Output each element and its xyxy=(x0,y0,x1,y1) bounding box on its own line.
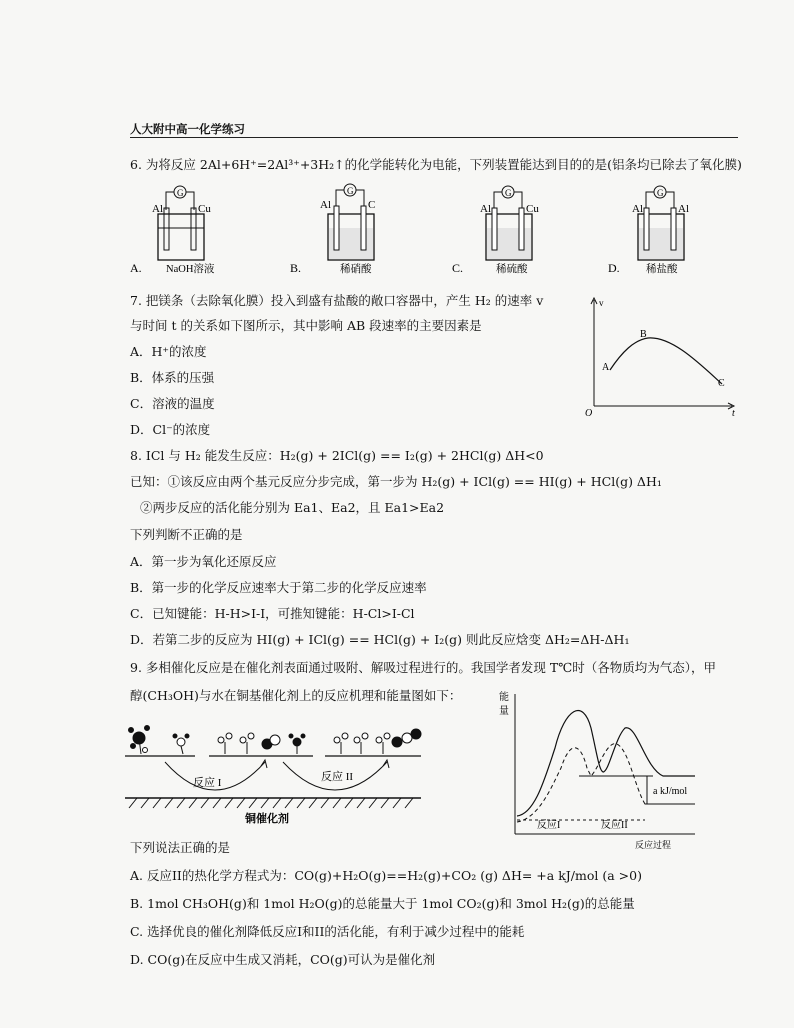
option-d-letter: D. xyxy=(608,261,620,275)
rate-curve xyxy=(610,338,722,384)
electrode-right-b: C xyxy=(368,199,376,211)
q6-stem: 6. 为将反应 2Al+6H⁺=2Al³⁺+3H₂↑的化学能转化为电能，下列装置能达到目的的是(铝条均已除去了氧化膜) xyxy=(130,157,742,172)
cell-b xyxy=(290,184,375,275)
electrode-left-d: Al xyxy=(632,203,643,215)
energy-xlabel: 反应过程 xyxy=(635,840,672,850)
molecule-icons xyxy=(129,726,422,755)
q8-line2: 已知：①该反应由两个基元反应分步完成，第一步为 H₂(g) + ICl(g) == HI(g) + HCl(g) ΔH₁ xyxy=(130,474,662,489)
energy-r1-label: 反应I xyxy=(537,820,561,831)
electrode-right-c: Cu xyxy=(526,203,539,215)
energy-curve-dashed xyxy=(517,744,695,822)
q9-line2: 醇(CH₃OH)与水在铜基催化剂上的反应机理和能量图如下： xyxy=(130,688,462,703)
electrode-right-a: Cu xyxy=(198,203,211,215)
q7-option-a: A．H⁺的浓度 xyxy=(130,344,207,359)
page-header: 人大附中高一化学练习 xyxy=(130,122,245,136)
q7-line1: 7. 把镁条（去除氧化膜）投入到盛有盐酸的敞口容器中，产生 H₂ 的速率 v xyxy=(130,293,544,308)
meter-label-d: G xyxy=(657,188,664,198)
q8-line1: 8. ICl 与 H₂ 能发生反应：H₂(g) + 2ICl(g) == I₂(g) + 2HCl(g) ΔH<0 xyxy=(130,448,544,463)
q9-option-c: C. 选择优良的催化剂降低反应I和II的活化能，有利于减少过程中的能耗 xyxy=(130,924,525,939)
q7-option-c: C．溶液的温度 xyxy=(130,396,215,411)
q8-line4: 下列判断不正确的是 xyxy=(130,527,243,542)
q9-option-a: A. 反应II的热化学方程式为：CO(g)+H₂O(g)==H₂(g)+CO₂ (g) ΔH= +a kJ/mol (a >0) xyxy=(130,868,642,883)
option-c-letter: C. xyxy=(452,261,464,275)
electrode-right-d: Al xyxy=(678,203,689,215)
electrode-left-a: Al xyxy=(152,203,163,215)
q9-energy-diagram xyxy=(495,688,710,850)
option-a-letter: A. xyxy=(130,261,142,275)
q9-line1: 9. 多相催化反应是在催化剂表面通过吸附、解吸过程进行的。我国学者发现 T℃时（各物质均为气态），甲 xyxy=(130,660,716,675)
q7-option-d: D．Cl⁻的浓度 xyxy=(130,422,211,437)
catalyst-label: 铜催化剂 xyxy=(245,813,289,825)
energy-ylabel-1: 能 xyxy=(499,692,509,703)
q9-prompt: 下列说法正确的是 xyxy=(130,840,231,855)
header-rule xyxy=(130,137,738,138)
q9-option-d: D. CO(g)在反应中生成又消耗，CO(g)可认为是催化剂 xyxy=(130,952,436,967)
q8-option-d: D．若第二步的反应为 HI(g) + ICl(g) == HCl(g) + I₂(g) 则此反应焓变 ΔH₂=ΔH-ΔH₁ xyxy=(130,632,630,647)
x-axis-label: t xyxy=(732,408,735,419)
q8-option-b: B．第一步的化学反应速率大于第二步的化学反应速率 xyxy=(130,580,427,595)
q8-line3: ②两步反应的活化能分别为 Ea1、Ea2，且 Ea1>Ea2 xyxy=(140,500,445,515)
mechanism-r2-label: 反应 II xyxy=(321,771,354,783)
solution-d: 稀盐酸 xyxy=(646,264,678,275)
energy-ylabel-2: 量 xyxy=(499,706,509,717)
q8-option-c: C．已知键能：H-H>I-I，可推知键能：H-Cl>I-Cl xyxy=(130,606,415,621)
q9-mechanism-diagram xyxy=(125,718,425,828)
q9-option-b: B. 1mol CH₃OH(g)和 1mol H₂O(g)的总能量大于 1mol CO₂(g)和 3mol H₂(g)的总能量 xyxy=(130,896,635,911)
origin-label: O xyxy=(585,408,593,419)
cell-d xyxy=(608,186,689,275)
mechanism-r1-label: 反应 I xyxy=(193,777,222,789)
q7-rate-graph xyxy=(582,292,742,420)
solution-c: 稀硫酸 xyxy=(496,264,528,275)
point-c: C xyxy=(718,378,725,389)
cell-a xyxy=(130,186,215,275)
q7-line2: 与时间 t 的关系如下图所示，其中影响 AB 段速率的主要因素是 xyxy=(130,318,482,333)
meter-label-a: G xyxy=(177,188,184,198)
meter-label-c: G xyxy=(505,188,512,198)
electrode-left-b: Al xyxy=(320,199,331,211)
q8-option-a: A．第一步为氧化还原反应 xyxy=(130,554,277,569)
solution-b: 稀硝酸 xyxy=(340,264,372,275)
point-b: B xyxy=(640,329,647,340)
cell-c xyxy=(452,186,539,275)
point-a: A xyxy=(602,362,610,373)
solution-a: NaOH溶液 xyxy=(166,264,215,275)
energy-r2-label: 反应II xyxy=(601,820,628,831)
q7-option-b: B．体系的压强 xyxy=(130,370,215,385)
option-b-letter: B. xyxy=(290,261,302,275)
q6-apparatus-row xyxy=(120,180,700,280)
y-axis-label: v xyxy=(599,298,604,308)
electrode-left-c: Al xyxy=(480,203,491,215)
meter-label-b: G xyxy=(347,186,354,196)
energy-delta-label: a kJ/mol xyxy=(653,786,688,797)
